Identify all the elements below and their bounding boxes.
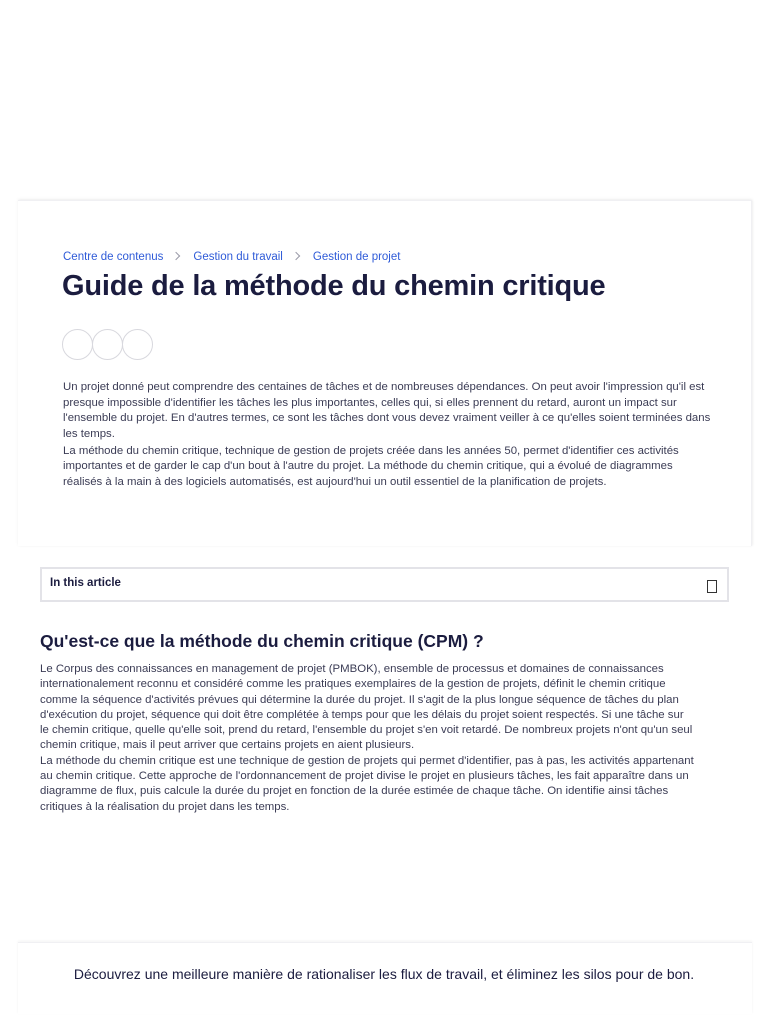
table-of-contents[interactable]: [40, 567, 729, 602]
page-title: Guide de la méthode du chemin critique: [62, 270, 606, 302]
chevron-right-icon: [172, 252, 180, 260]
toc-label: In this article: [50, 577, 121, 589]
chevron-right-icon: [292, 252, 300, 260]
share-buttons: [62, 329, 152, 360]
intro-text: [63, 380, 711, 492]
section-paragraph: Le Corpus des connaissances en management de projet (PMBOK), ensemble de processus et domaines de connaissances internationalement reconnu et considéré comme les pratiques exemplaires de la gestion de projets, définit le chemin critique comme la séquence d'activités prévues qui détermine la durée du projet. Il s'agit de la plus longue séquence de tâches du plan d'exécution du projet, séquence qui doit être complétée à temps pour que les délais du projet soient respectés. Si une tâche sur le chemin critique, quelle qu'elle soit, prend du retard, l'ensemble du projet s'en voit retardé. De nombreux projets n'ont qu'un seul chemin critique, mais il peut arriver que certains projets en aient plusieurs.: [40, 663, 693, 752]
breadcrumb-link-project-management[interactable]: Gestion de projet: [312, 251, 401, 263]
intro-paragraph: La méthode du chemin critique, technique de gestion de projets créée dans les années 50, permet d'identifier ces activités importantes et de garder le cap d'un bout à l'autre du projet. La méthode du chemin critique, qui a évolué de diagrammes réalisés à la main à des logiciels automatisés, est aujourd'hui un outil essentiel de la planification de projets.: [63, 444, 679, 488]
intro-paragraph: Un projet donné peut comprendre des centaines de tâches et de nombreuses dépendances. On peut avoir l'impression qu'il est presque impossible d'identifier les tâches les plus importantes, celles qui, si elles prennent du retard, auront un impact sur l'ensemble du projet. En d'autres termes, ce sont les tâches dont vous devez vraiment veiller à ce qu'elles soient terminées dans les temps.: [63, 381, 711, 440]
breadcrumb-link-work-management[interactable]: Gestion du travail: [193, 251, 283, 263]
breadcrumb: [63, 251, 400, 263]
section-paragraph: La méthode du chemin critique est une technique de gestion de projets qui permet d'identifier, pas à pas, les activités appartenant au chemin critique. Cette approche de l'ordonnancement de projet divise le projet en plusieurs tâches, les fait apparaître dans un diagramme de flux, puis calcule la durée du projet en fonction de la durée estimée de chaque tâche. On identifie ainsi tâches critiques à la réalisation du projet dans les temps.: [40, 754, 694, 813]
section-body: [40, 662, 695, 815]
section-title: Qu'est-ce que la méthode du chemin critique (CPM) ?: [40, 631, 484, 651]
breadcrumb-link-content-center[interactable]: Centre de contenus: [63, 251, 164, 263]
footer-banner-text: Découvrez une meilleure manière de rationaliser les flux de travail, et éliminez les silos pour de bon.: [73, 966, 695, 982]
toc-toggle-icon[interactable]: [707, 580, 717, 593]
share-icon-2[interactable]: [92, 329, 123, 360]
share-icon-3[interactable]: [122, 329, 153, 360]
share-icon-1[interactable]: [62, 329, 93, 360]
